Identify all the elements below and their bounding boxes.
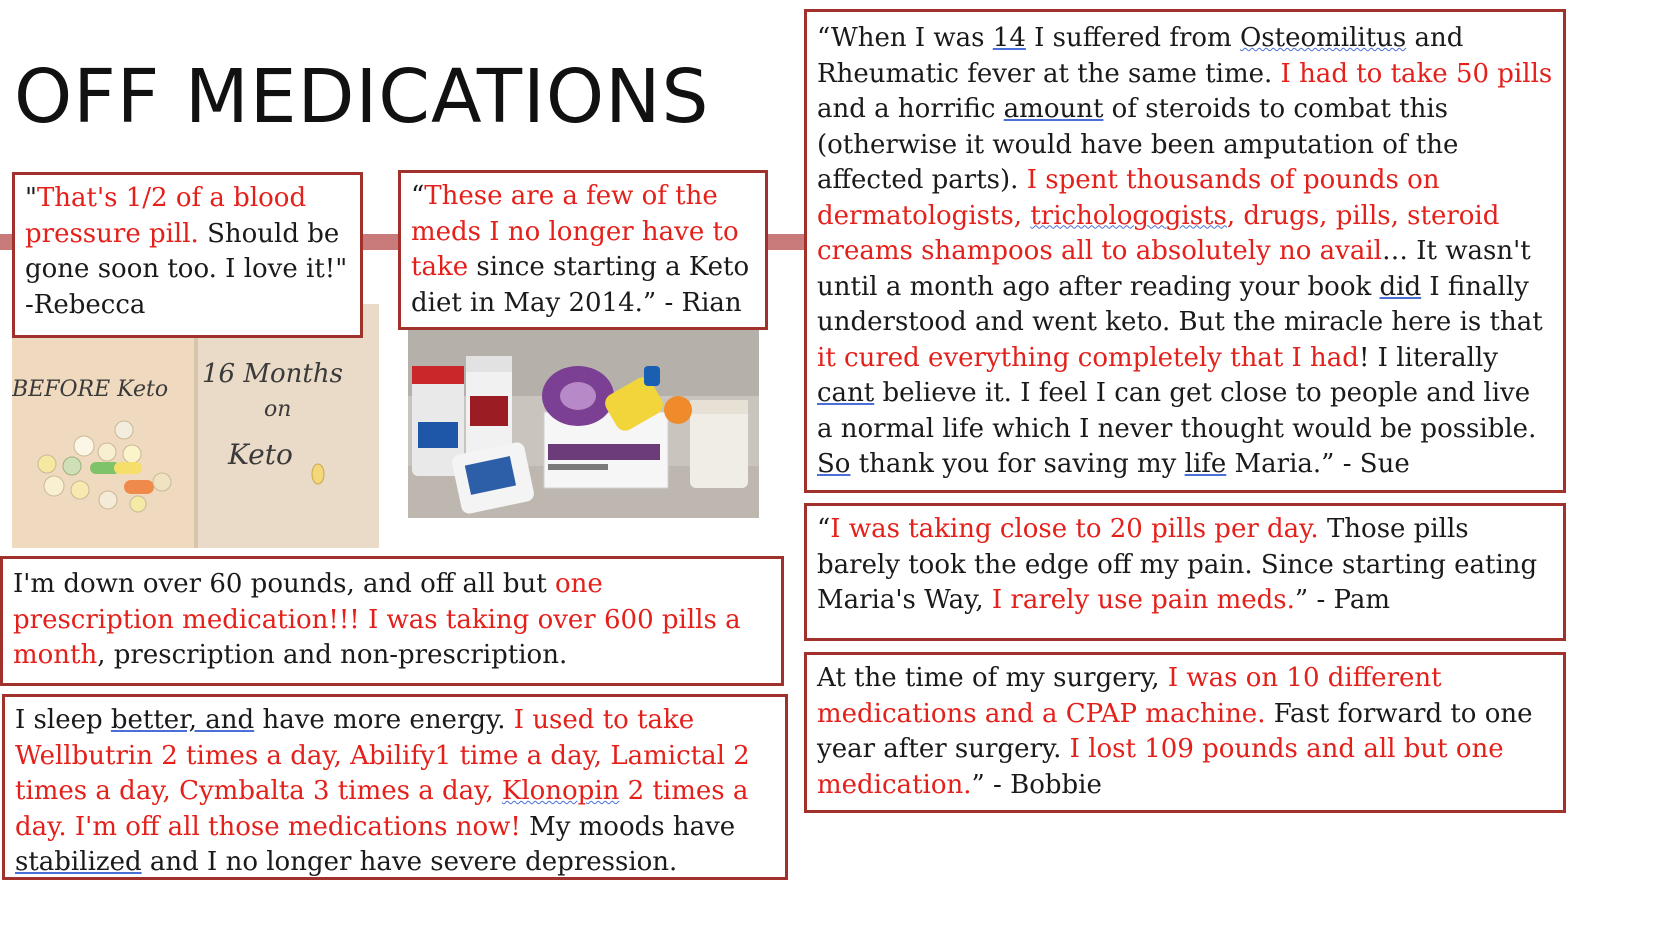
keto-label: Keto — [228, 438, 293, 471]
testimonial-bobbie — [804, 652, 1566, 813]
sue-highlight-3: , drugs, pills, steroid creams shampoos all to absolutely no avail — [817, 200, 1500, 266]
down60-highlight: one prescription medication!!! I was taking over 600 pills a month — [13, 569, 741, 670]
before-keto-label: BEFORE Keto — [12, 377, 169, 402]
pills-photo — [12, 304, 379, 548]
medications-photo — [408, 326, 759, 518]
sue-text-7: I finally understood and went keto. But the miracle here is that — [817, 271, 1543, 337]
bobbie-text-3: ” - Bobbie — [971, 769, 1102, 800]
down60-text-1: I'm down over 60 pounds, and off all but — [13, 569, 556, 599]
sue-highlight-1: I had to take 50 pills — [1280, 58, 1553, 89]
sue-text-11: Maria.” - Sue — [1226, 449, 1410, 479]
pam-text-2: Those pills barely took the edge off my pain. Since starting eating Maria's Way, — [817, 514, 1538, 615]
bobbie-text-2: Fast forward to one year after surgery. — [817, 698, 1533, 764]
sue-underline-6: So — [817, 449, 851, 479]
pam-highlight-2: I rarely use pain meds. — [991, 585, 1295, 615]
months-label: 16 Months — [202, 359, 343, 389]
sleep-highlight-underlined: Klonopin — [501, 776, 620, 806]
advair-box — [544, 412, 668, 488]
sleep-highlight-2: 2 times a day. I'm off all those medications now! — [15, 776, 749, 842]
sleep-underline-1: better, and — [110, 705, 255, 735]
rian-highlight: These are a few of the meds I no longer have to take — [411, 181, 739, 282]
sue-text-3: and Rheumatic fever at the same time. — [817, 23, 1464, 89]
sue-text-9: believe it. I feel I can get close to people and live a normal life which I never thought would be possible. — [817, 378, 1537, 444]
pam-text-1: “ — [817, 514, 831, 544]
on-label: on — [264, 397, 292, 422]
sue-text-8: ! I literally — [1358, 342, 1498, 373]
sue-highlight-2: I spent thousands of pounds on dermatologists, — [817, 165, 1440, 231]
rian-text-2: since starting a Keto diet in May 2014.” - Rian — [411, 252, 750, 318]
sleep-underline-2: stabilized — [15, 847, 142, 877]
sue-text-2: I suffered from — [1025, 23, 1240, 53]
sue-text-4: and a horrific — [817, 94, 1004, 124]
sleep-highlight-1: I used to take Wellbutrin 2 times a day, Abilify1 time a day, Lamictal 2 times a day, Cymbalta 3 times a day, — [15, 705, 750, 806]
rebecca-highlight: That's 1/2 of a blood pressure pill. — [25, 183, 307, 249]
sleep-text-3: My moods have — [520, 811, 736, 842]
sue-text-5: of steroids to combat this (otherwise it would have been amputation of the affected parts). — [817, 94, 1459, 195]
sue-text-10: thank you for saving my — [850, 449, 1185, 479]
inhaler-purple — [542, 366, 614, 426]
pam-text-3: ” - Pam — [1294, 585, 1391, 615]
bobbie-highlight-2: I lost 109 pounds and all but one medication. — [817, 734, 1504, 800]
sue-highlight-2-underlined: trichologogists — [1030, 200, 1227, 231]
sleep-text-1: I sleep — [15, 705, 111, 735]
testimonial-rian — [398, 170, 768, 330]
testimonial-rebecca — [12, 172, 363, 338]
rian-text-1: “ — [411, 181, 425, 211]
sleep-text-4: and I no longer have severe depression. — [141, 847, 678, 877]
rebecca-text-2: Should be gone soon too. I love it!" -Rebecca — [25, 218, 348, 320]
testimonial-down-60 — [0, 556, 784, 686]
testimonial-pam — [804, 503, 1566, 641]
sue-underline-2: Osteomilitus — [1239, 23, 1407, 53]
sue-text-6: … It wasn't until a month ago after reading your book — [817, 236, 1531, 302]
sue-text-1: “When I was — [817, 23, 993, 53]
bobbie-text-1: At the time of my surgery, — [817, 663, 1168, 693]
sue-underline-5: cant — [817, 378, 875, 408]
sue-underline-1: 14 — [992, 23, 1026, 53]
sue-highlight-4: it cured everything completely that I had — [817, 342, 1359, 373]
testimonial-sleep — [2, 694, 788, 880]
pill-after — [312, 464, 324, 484]
sue-underline-4: did — [1379, 271, 1422, 302]
pam-highlight-1: I was taking close to 20 pills per day. — [830, 514, 1319, 544]
down60-text-2: , prescription and non-prescription. — [97, 640, 568, 670]
sue-underline-3: amount — [1003, 94, 1104, 124]
rebecca-text-1: " — [25, 183, 37, 213]
slide-title: OFF MEDICATIONS — [14, 54, 710, 140]
sue-underline-7: life — [1184, 449, 1227, 479]
testimonial-sue — [804, 9, 1566, 493]
sleep-text-2: have more energy. — [254, 705, 514, 735]
bobbie-highlight-1: I was on 10 different medications and a CPAP machine. — [817, 663, 1442, 729]
